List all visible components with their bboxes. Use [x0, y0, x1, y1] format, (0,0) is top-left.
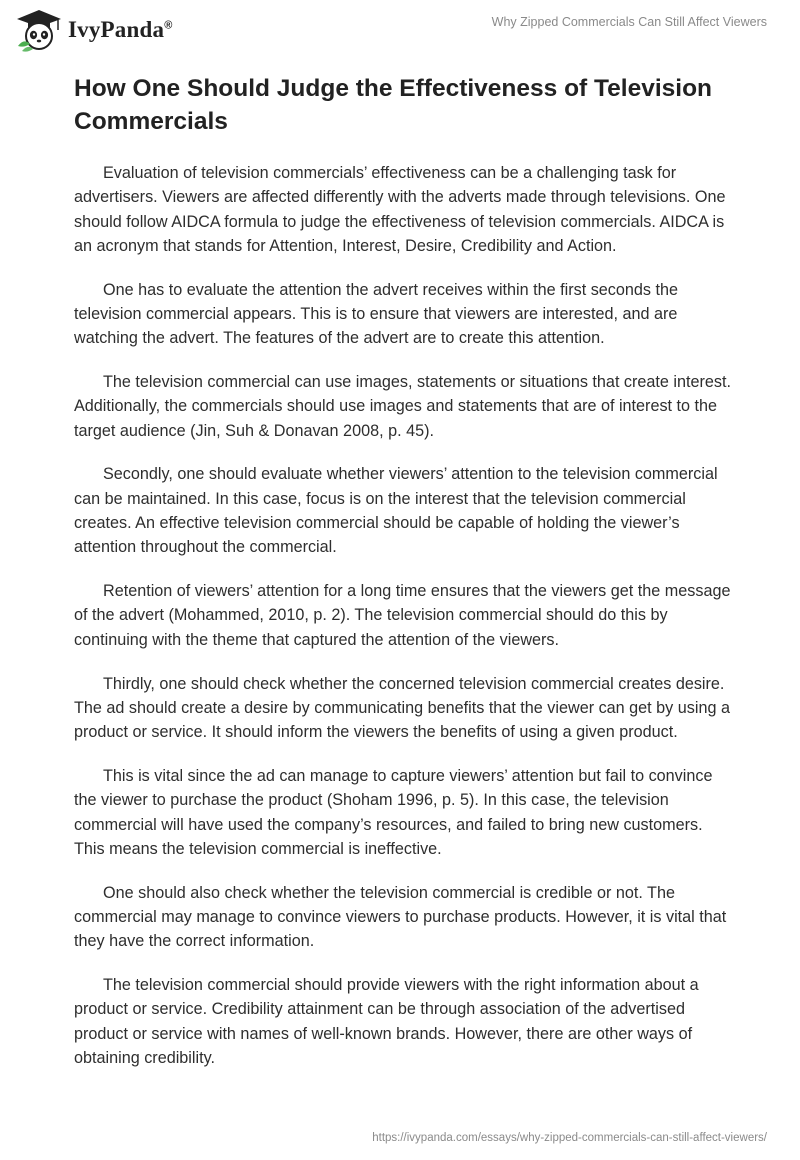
- paragraph: One should also check whether the television commercial is credible or not. The commercial may manage to convince viewers to purchase products. However, it is vital that they have the correct information.: [74, 883, 727, 951]
- paragraph: The television commercial can use images, statements or situations that create interest. Additionally, the commercials should use images and statements that are of interest to the target audience (Jin, Suh & Donavan 2008, p. 45).: [74, 373, 732, 440]
- document-title: Why Zipped Commercials Can Still Affect Viewers: [491, 15, 767, 29]
- article-heading: How One Should Judge the Effectiveness of Television Commercials: [74, 75, 713, 135]
- paragraph: The television commercial should provide viewers with the right information about a product or service. Credibility attainment can be through association of the advertised product or service with names of well-known brands. However, there are other ways of obtaining credibility.: [74, 976, 699, 1067]
- paragraph: One has to evaluate the attention the advert receives within the first seconds the television commercial appears. This is to ensure that viewers are interested, and are watching the advert. The features of the advert are to create this attention.: [74, 280, 678, 348]
- page-header: [0, 0, 800, 60]
- paragraph: This is vital since the ad can manage to capture viewers’ attention but fail to convince the viewer to purchase the product (Shoham 1996, p. 5). In this case, the television commercial will have used the company’s resources, and failed to bring new customers. This means the television commercial is ineffective.: [74, 766, 713, 858]
- source-url[interactable]: https://ivypanda.com/essays/why-zipped-commercials-can-still-affect-viewers/: [372, 1132, 767, 1144]
- paragraph: Secondly, one should evaluate whether viewers’ attention to the television commercial can be maintained. In this case, focus is on the interest that the television commercial creates. An effective television commercial should be capable of holding the viewer’s attention throughout the commercial.: [74, 465, 718, 557]
- paragraph: Thirdly, one should check whether the concerned television commercial creates desire. The ad should create a desire by communicating benefits that the viewer can get by using a product or service. It should inform the viewers the benefits of using a given product.: [74, 674, 730, 742]
- ivypanda-logo[interactable]: [14, 8, 173, 52]
- paragraph: Retention of viewers’ attention for a long time ensures that the viewers get the message of the advert (Mohammed, 2010, p. 2). The television commercial should do this by continuing with the theme that captured the attention of the viewers.: [74, 582, 731, 649]
- brand-name: IvyPanda®: [68, 17, 173, 42]
- article-body: [74, 72, 734, 1090]
- panda-graduate-icon: [14, 8, 64, 52]
- paragraph: Evaluation of television commercials’ effectiveness can be a challenging task for advertisers. Viewers are affected differently with the adverts made through televisions. One should follow AIDCA formula to judge the effectiveness of television commercials. AIDCA is an acronym that stands for Attention, Interest, Desire, Credibility and Action.: [74, 164, 726, 255]
